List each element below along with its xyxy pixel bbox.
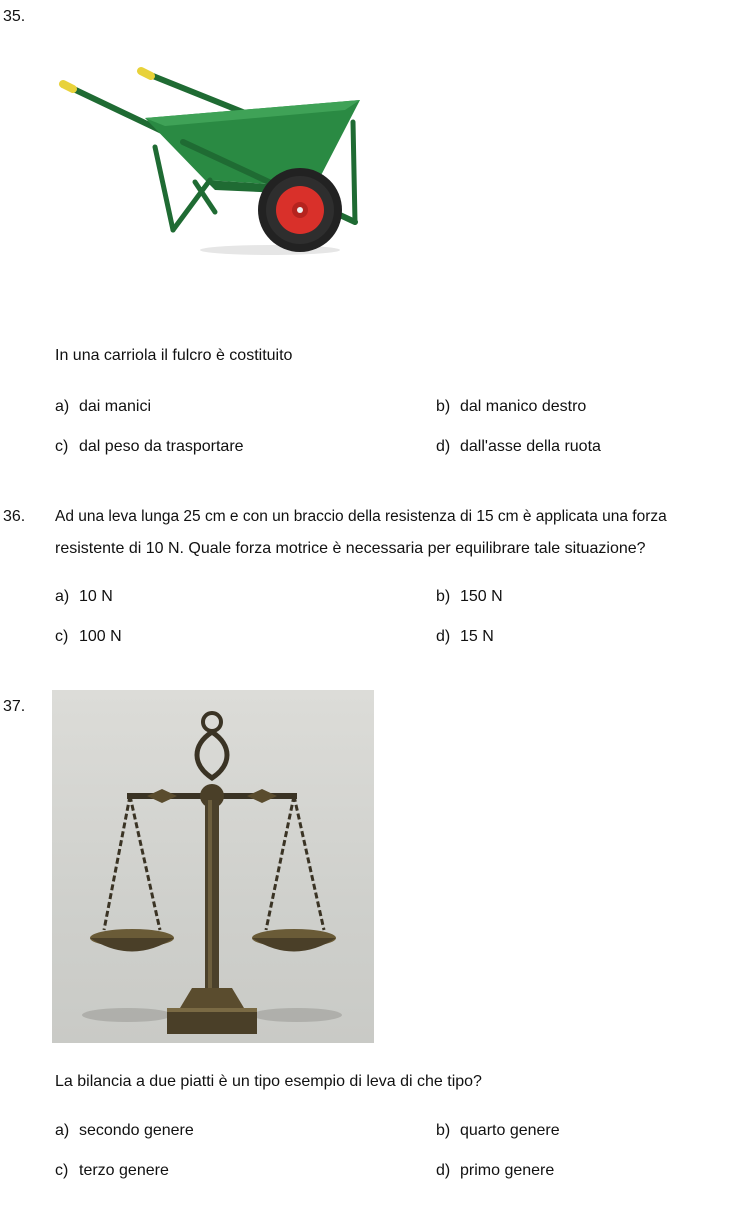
option-letter: b) xyxy=(436,1122,451,1139)
question-35-option-a[interactable] xyxy=(55,398,151,416)
option-text: terzo genere xyxy=(79,1162,169,1179)
question-36-option-d[interactable] xyxy=(436,628,494,646)
wheelbarrow-image xyxy=(55,62,375,262)
option-text: 100 N xyxy=(79,628,122,645)
option-text: 10 N xyxy=(79,588,113,605)
question-36-option-a[interactable] xyxy=(55,588,113,606)
question-36-number: 36. xyxy=(3,508,26,525)
question-35-option-b[interactable] xyxy=(436,398,586,416)
option-letter: b) xyxy=(436,588,451,605)
question-37-stem: La bilancia a due piatti è un tipo esempio di leva di che tipo? xyxy=(55,1073,482,1090)
option-text: dai manici xyxy=(79,398,152,415)
option-letter: c) xyxy=(55,438,69,455)
question-37-option-b[interactable] xyxy=(436,1122,560,1140)
option-letter: b) xyxy=(436,398,451,415)
option-text: dal peso da trasportare xyxy=(79,438,244,455)
question-36-option-b[interactable] xyxy=(436,588,503,606)
question-36-stem-line-2: resistente di 10 N. Quale forza motrice è necessaria per equilibrare tale situazione? xyxy=(55,540,646,557)
option-text: dall'asse della ruota xyxy=(460,438,601,455)
option-letter: a) xyxy=(55,1122,70,1139)
option-text: primo genere xyxy=(460,1162,555,1179)
balance-scale-image xyxy=(52,690,374,1043)
option-letter: d) xyxy=(436,1162,451,1179)
option-text: dal manico destro xyxy=(460,398,587,415)
option-text: 15 N xyxy=(460,628,494,645)
question-35-option-c[interactable] xyxy=(55,438,244,456)
option-letter: a) xyxy=(55,588,70,605)
option-text: secondo genere xyxy=(79,1122,194,1139)
option-letter: d) xyxy=(436,628,451,645)
question-35-option-d[interactable] xyxy=(436,438,601,456)
option-letter: a) xyxy=(55,398,70,415)
question-36-stem-line-1: Ad una leva lunga 25 cm e con un braccio della resistenza di 15 cm è applicata una forza xyxy=(55,508,667,525)
question-35-number: 35. xyxy=(3,8,26,25)
option-text: 150 N xyxy=(460,588,503,605)
option-text: quarto genere xyxy=(460,1122,560,1139)
question-37-option-d[interactable] xyxy=(436,1162,554,1180)
question-37-option-c[interactable] xyxy=(55,1162,169,1180)
option-letter: c) xyxy=(55,1162,69,1179)
question-37-option-a[interactable] xyxy=(55,1122,194,1140)
question-37-number: 37. xyxy=(3,698,26,715)
question-35-stem: In una carriola il fulcro è costituito xyxy=(55,347,293,364)
option-letter: d) xyxy=(436,438,451,455)
question-36-option-c[interactable] xyxy=(55,628,122,646)
option-letter: c) xyxy=(55,628,69,645)
